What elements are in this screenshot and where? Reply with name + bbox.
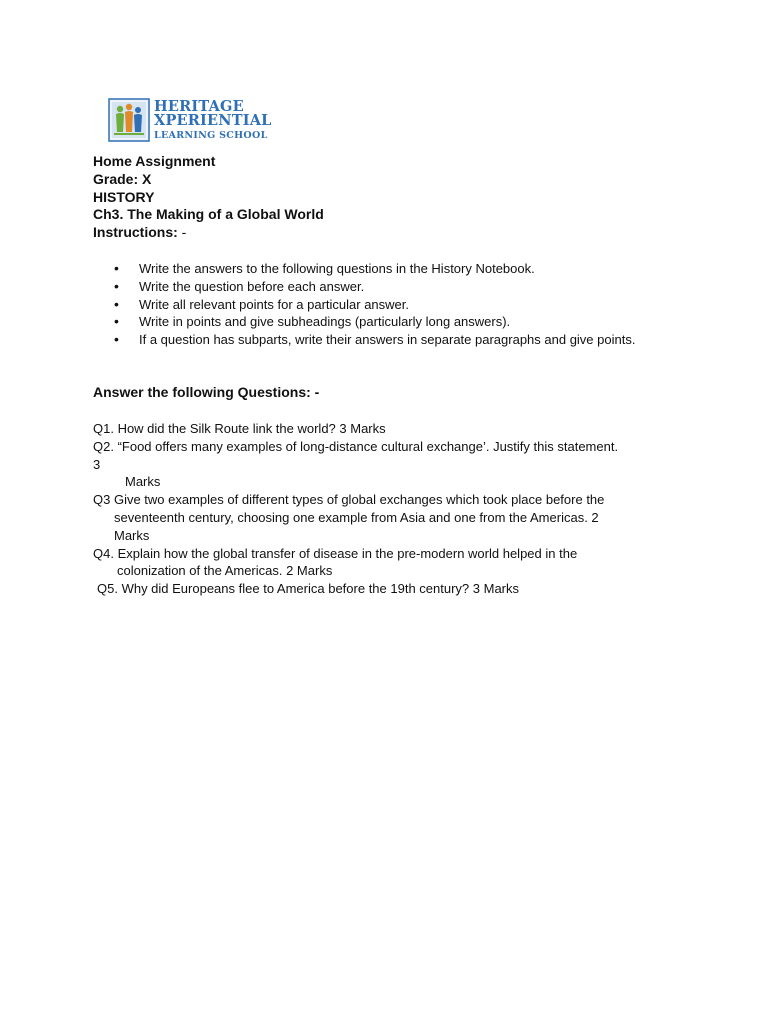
logo-line-xperiential: XPERIENTIAL: [154, 112, 272, 130]
grade-line: Grade: X: [93, 170, 152, 187]
instruction-item: • Write in points and give subheadings (particularly long answers).: [93, 313, 674, 331]
instruction-item: • Write all relevant points for a particular answer.: [93, 296, 674, 314]
logo-line-learning-school: LEARNING SCHOOL: [154, 129, 268, 141]
question-3-line-1: Q3 Give two examples of different types of global exchanges which took place before the: [93, 492, 605, 508]
subject-line: HISTORY: [93, 188, 155, 205]
question-2-line-1: Q2. “Food offers many examples of long-distance cultural exchange’. Justify this statement.: [93, 438, 619, 454]
question-3-line-2: seventeenth century, choosing one example from Asia and one from the Americas. 2: [114, 509, 599, 525]
question-2-line-2: 3: [93, 456, 101, 472]
question-3: [93, 491, 678, 544]
question-4-line-1: Q4. Explain how the global transfer of disease in the pre-modern world helped in the: [93, 545, 578, 561]
question-5: Q5. Why did Europeans flee to America before the 19th century? 3 Marks: [97, 581, 519, 597]
instruction-item: • If a question has subparts, write their answers in separate paragraphs and give points.: [93, 331, 674, 349]
question-2-line-3: Marks: [125, 474, 161, 490]
questions-heading: Answer the following Questions: -: [93, 384, 320, 400]
logo-line-heritage: HERITAGE: [154, 97, 244, 115]
question-4: [93, 545, 678, 581]
logo-wordmark: [154, 97, 272, 141]
questions-list: [93, 420, 678, 598]
instruction-item: • Write the answers to the following questions in the History Notebook.: [93, 260, 674, 278]
question-3-line-3: Marks: [114, 527, 150, 543]
instructions-list: [93, 260, 674, 349]
instruction-item: • Write the question before each answer.: [93, 278, 674, 296]
chapter-line: Ch3. The Making of a Global World: [93, 206, 324, 223]
assignment-header: [93, 153, 324, 242]
instructions-label-suffix: -: [177, 224, 187, 241]
question-4-line-2: colonization of the Americas. 2 Marks: [117, 563, 333, 579]
question-2: [93, 438, 678, 491]
assignment-title: Home Assignment: [93, 153, 216, 169]
school-logo: [108, 98, 272, 142]
instructions-label: Instructions:: [93, 224, 178, 241]
school-emblem-icon: [108, 98, 150, 142]
question-1: Q1. How did the Silk Route link the world? 3 Marks: [93, 421, 386, 436]
instructions-label-line: [93, 224, 324, 242]
